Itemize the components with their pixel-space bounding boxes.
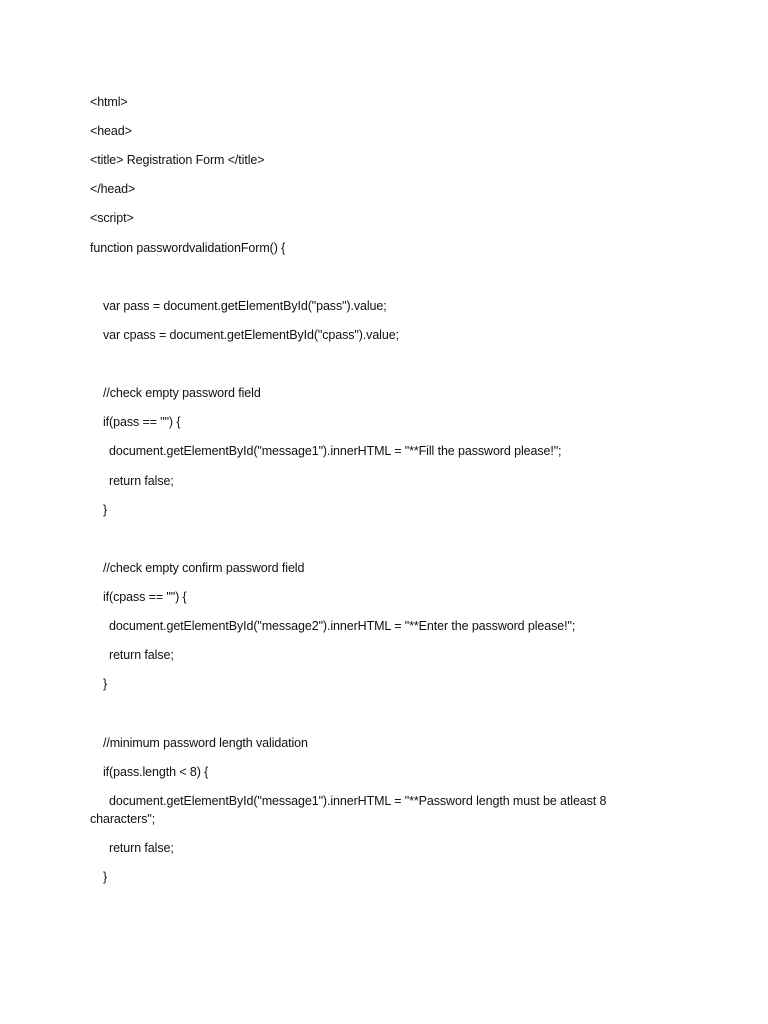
code-line-message1-fill: document.getElementById("message1").innerHTML = "**Fill the password please!"; <box>109 444 562 458</box>
code-line-head-open: <head> <box>90 124 132 138</box>
code-line-close-brace-3: } <box>103 870 108 884</box>
code-line-var-cpass: var cpass = document.getElementById("cpass").value; <box>103 328 399 342</box>
code-line-return-false-1: return false; <box>109 474 174 488</box>
code-line-title: <title> Registration Form </title> <box>90 153 265 167</box>
code-line-if-pass-empty: if(pass == "") { <box>103 415 181 429</box>
code-line-if-cpass-empty: if(cpass == "") { <box>103 590 187 604</box>
code-line-close-brace-1: } <box>103 503 108 517</box>
code-line-return-false-3: return false; <box>109 841 174 855</box>
code-line-return-false-2: return false; <box>109 648 174 662</box>
code-line-function-decl: function passwordvalidationForm() { <box>90 241 286 255</box>
code-line-var-pass: var pass = document.getElementById("pass").value; <box>103 299 387 313</box>
code-line-message1-length <box>90 792 650 828</box>
code-line-html-open: <html> <box>90 95 128 109</box>
code-line-message1-length-text: document.getElementById("message1").innerHTML = "**Password length must be atleast 8 characters"; <box>90 794 607 826</box>
code-comment-min-length: //minimum password length validation <box>103 736 308 750</box>
code-line-close-brace-2: } <box>103 677 108 691</box>
code-line-message2-enter: document.getElementById("message2").innerHTML = "**Enter the password please!"; <box>109 619 576 633</box>
code-comment-empty-confirm: //check empty confirm password field <box>103 561 305 575</box>
code-comment-empty-password: //check empty password field <box>103 386 261 400</box>
code-line-script-open: <script> <box>90 211 134 225</box>
code-line-head-close: </head> <box>90 182 136 196</box>
code-line-if-length: if(pass.length < 8) { <box>103 765 209 779</box>
